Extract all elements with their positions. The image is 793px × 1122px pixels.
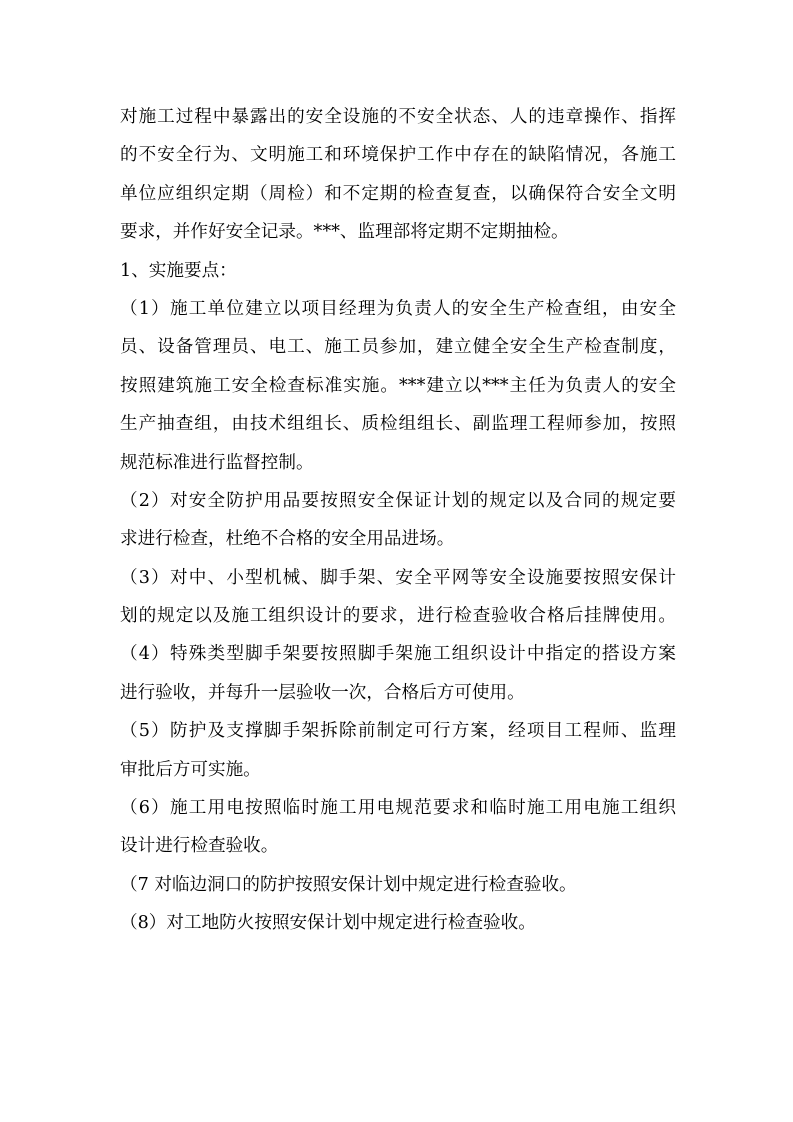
text-line: （2）对安全防护用品要按照安全保证计划的规定以及合同的规定要: [120, 490, 676, 511]
text-line: 生产抽查组，由技术组组长、质检组组长、副监理工程师参加，按照: [120, 414, 676, 435]
paragraph-item-6: [120, 789, 676, 866]
text-line: 规范标准进行监督控制。: [120, 452, 314, 473]
text-line: （4）特殊类型脚手架要按照脚手架施工组织设计中指定的搭设方案: [120, 644, 676, 665]
text-line: （7 对临边洞口的防护按照安保计划中规定进行检查验收。: [120, 874, 577, 895]
text-line: （8）对工地防火按照安保计划中规定进行检查验收。: [120, 913, 536, 934]
text-line: （3）对中、小型机械、脚手架、安全平网等安全设施要按照安保计: [120, 567, 676, 588]
text-line: 设计进行检查验收。: [120, 836, 279, 857]
text-line: （5）防护及支撑脚手架拆除前制定可行方案，经项目工程师、监理: [120, 721, 676, 742]
text-line: 单位应组织定期（周检）和不定期的检查复查，以确保符合安全文明: [120, 183, 676, 204]
paragraph-item-7: [120, 866, 676, 904]
text-line: 员、设备管理员、电工、施工员参加，建立健全安全生产检查制度，: [120, 337, 676, 358]
paragraph-item-8: [120, 904, 676, 942]
heading-line: 1、实施要点：: [120, 260, 237, 281]
paragraph-intro: [120, 98, 676, 252]
text-line: （1）施工单位建立以项目经理为负责人的安全生产检查组，由安全: [120, 298, 676, 319]
text-line: 划的规定以及施工组织设计的要求，进行检查验收合格后挂牌使用。: [120, 606, 676, 627]
text-line: （6）施工用电按照临时施工用电规范要求和临时施工用电施工组织: [120, 798, 676, 819]
section-heading: [120, 252, 676, 290]
paragraph-item-2: [120, 482, 676, 559]
document-body: [120, 98, 676, 943]
text-line: 求进行检查，杜绝不合格的安全用品进场。: [120, 529, 455, 550]
text-line: 进行验收，并每升一层验收一次，合格后方可使用。: [120, 682, 525, 703]
text-line: 的不安全行为、文明施工和环境保护工作中存在的缺陷情况，各施工: [120, 145, 676, 166]
paragraph-item-5: [120, 712, 676, 789]
text-line: 要求，并作好安全记录。***、监理部将定期不定期抽检。: [120, 222, 569, 243]
text-line: 按照建筑施工安全检查标准实施。***建立以***主任为负责人的安全: [120, 375, 676, 396]
paragraph-item-3: [120, 559, 676, 636]
text-line: 对施工过程中暴露出的安全设施的不安全状态、人的违章操作、指挥: [120, 107, 676, 127]
text-line: 审批后方可实施。: [120, 759, 261, 780]
paragraph-item-1: [120, 290, 676, 482]
paragraph-item-4: [120, 635, 676, 712]
